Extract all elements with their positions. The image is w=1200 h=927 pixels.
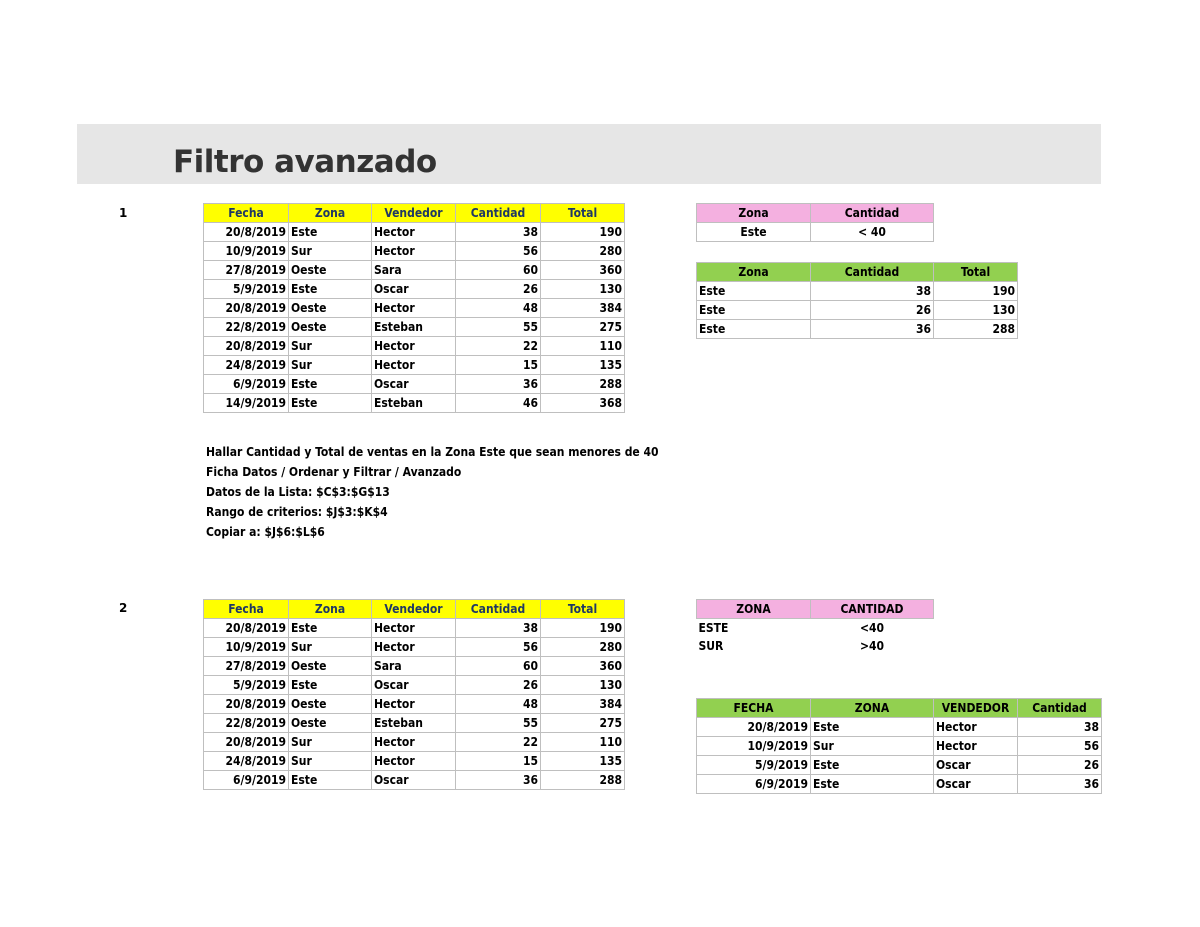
table-row: [204, 337, 625, 356]
table-cell: Hector: [934, 737, 1018, 756]
table-cell: 5/9/2019: [204, 676, 289, 695]
table-cell: Este: [289, 223, 372, 242]
table-cell: 6/9/2019: [204, 375, 289, 394]
section-number-2: 2: [119, 601, 128, 615]
table-row: [697, 282, 1018, 301]
table-cell: Este: [697, 301, 811, 320]
table-cell: 27/8/2019: [204, 657, 289, 676]
table-cell: 26: [811, 301, 934, 320]
table-cell: Este: [697, 223, 811, 242]
table-cell: Sara: [372, 657, 456, 676]
table-cell: Este: [289, 771, 372, 790]
table-cell: 190: [541, 223, 625, 242]
table-cell: 288: [934, 320, 1018, 339]
table-cell: Este: [811, 756, 934, 775]
table-cell: Oeste: [289, 318, 372, 337]
column-header: Fecha: [204, 204, 289, 223]
table-cell: Este: [697, 320, 811, 339]
column-header: Zona: [289, 600, 372, 619]
section2-result-table: [696, 698, 1102, 794]
table-row: [204, 242, 625, 261]
column-header: CANTIDAD: [811, 600, 934, 619]
table-cell: 60: [456, 261, 541, 280]
table-cell: Hector: [372, 619, 456, 638]
table-header-row: [697, 204, 934, 223]
column-header: Cantidad: [456, 204, 541, 223]
table-cell: 10/9/2019: [204, 242, 289, 261]
section1-criteria-table: [696, 203, 934, 242]
table-cell: 10/9/2019: [204, 638, 289, 657]
table-cell: Oeste: [289, 714, 372, 733]
table-header-row: [697, 263, 1018, 282]
table-cell: < 40: [811, 223, 934, 242]
table-cell: 20/8/2019: [697, 718, 811, 737]
column-header: ZONA: [697, 600, 811, 619]
table-cell: 5/9/2019: [204, 280, 289, 299]
section2-data-table: [203, 599, 625, 790]
table-cell: 190: [934, 282, 1018, 301]
table-cell: Hector: [372, 638, 456, 657]
table-cell: Esteban: [372, 714, 456, 733]
table-cell: 15: [456, 752, 541, 771]
table-cell: Sara: [372, 261, 456, 280]
table-cell: 275: [541, 318, 625, 337]
table-cell: ESTE: [698, 621, 729, 635]
table-cell: 60: [456, 657, 541, 676]
table-cell: >40: [859, 639, 885, 653]
table-cell: 36: [456, 375, 541, 394]
table-cell: 26: [456, 280, 541, 299]
note-line: Datos de la Lista: $C$3:$G$13: [206, 485, 390, 499]
table-cell: 360: [541, 261, 625, 280]
table-cell: Este: [811, 775, 934, 794]
table-cell: Hector: [372, 299, 456, 318]
table-row: [697, 320, 1018, 339]
table-cell: 190: [541, 619, 625, 638]
table-cell: Este: [289, 676, 372, 695]
table-cell: Sur: [289, 733, 372, 752]
table-cell: 36: [1018, 775, 1102, 794]
table-cell: Esteban: [372, 394, 456, 413]
table-cell: Oscar: [372, 375, 456, 394]
table-cell: Este: [811, 718, 934, 737]
table-header-row: [204, 204, 625, 223]
column-header: VENDEDOR: [934, 699, 1018, 718]
table-cell: 368: [541, 394, 625, 413]
table-cell: 280: [541, 242, 625, 261]
table-row: [204, 695, 625, 714]
column-header: ZONA: [811, 699, 934, 718]
table-row: [204, 280, 625, 299]
table-cell: 48: [456, 695, 541, 714]
table-cell: 14/9/2019: [204, 394, 289, 413]
table-row: [204, 375, 625, 394]
table-cell: 6/9/2019: [697, 775, 811, 794]
table-cell: Sur: [811, 737, 934, 756]
table-row: [204, 638, 625, 657]
table-cell: SUR: [698, 639, 724, 653]
table-cell: 24/8/2019: [204, 356, 289, 375]
table-cell: Hector: [372, 733, 456, 752]
table-cell: 27/8/2019: [204, 261, 289, 280]
table-cell: Hector: [934, 718, 1018, 737]
section2-criteria-table: [696, 599, 934, 655]
table-cell: 22/8/2019: [204, 318, 289, 337]
table-cell: 384: [541, 695, 625, 714]
table-header-row: [204, 600, 625, 619]
column-header: Cantidad: [811, 263, 934, 282]
table-row: [204, 771, 625, 790]
table-cell: Sur: [289, 752, 372, 771]
table-cell: 36: [456, 771, 541, 790]
note-line: Hallar Cantidad y Total de ventas en la Zona Este que sean menores de 40: [206, 445, 659, 459]
table-row: [697, 718, 1102, 737]
table-cell: Sur: [289, 242, 372, 261]
table-cell: Hector: [372, 223, 456, 242]
table-cell: 20/8/2019: [204, 733, 289, 752]
table-row: [204, 261, 625, 280]
table-cell: 275: [541, 714, 625, 733]
column-header: Total: [541, 204, 625, 223]
table-cell: 56: [456, 242, 541, 261]
table-row: [204, 752, 625, 771]
column-header: Zona: [697, 263, 811, 282]
table-cell: 22: [456, 733, 541, 752]
table-cell: 22/8/2019: [204, 714, 289, 733]
table-cell: 56: [456, 638, 541, 657]
table-cell: 6/9/2019: [204, 771, 289, 790]
table-cell: 48: [456, 299, 541, 318]
table-cell: Este: [289, 375, 372, 394]
table-cell: Este: [289, 280, 372, 299]
table-cell: 135: [541, 752, 625, 771]
table-cell: Sur: [289, 638, 372, 657]
table-cell: 20/8/2019: [204, 337, 289, 356]
table-cell: 110: [541, 733, 625, 752]
section1-result-table: [696, 262, 1018, 339]
column-header: Vendedor: [372, 204, 456, 223]
table-cell: 130: [541, 676, 625, 695]
table-cell: Hector: [372, 695, 456, 714]
table-cell: 22: [456, 337, 541, 356]
table-cell: Oeste: [289, 299, 372, 318]
column-header: Vendedor: [372, 600, 456, 619]
table-cell: 5/9/2019: [697, 756, 811, 775]
table-cell: 110: [541, 337, 625, 356]
table-cell: 24/8/2019: [204, 752, 289, 771]
table-row: [204, 299, 625, 318]
table-cell: 280: [541, 638, 625, 657]
table-cell: Oscar: [372, 676, 456, 695]
table-cell: 38: [456, 619, 541, 638]
table-cell: Oeste: [289, 657, 372, 676]
column-header: FECHA: [697, 699, 811, 718]
table-row: [204, 318, 625, 337]
column-header: Zona: [697, 204, 811, 223]
table-row: [204, 657, 625, 676]
table-cell: Hector: [372, 242, 456, 261]
table-header-row: [697, 600, 934, 619]
table-row: [697, 637, 934, 655]
table-cell: Este: [289, 394, 372, 413]
table-cell: Esteban: [372, 318, 456, 337]
note-line: Copiar a: $J$6:$L$6: [206, 525, 325, 539]
table-cell: Este: [697, 282, 811, 301]
table-row: [697, 737, 1102, 756]
table-cell: Hector: [372, 356, 456, 375]
column-header: Fecha: [204, 600, 289, 619]
column-header: Cantidad: [811, 204, 934, 223]
table-row: [204, 714, 625, 733]
table-cell: 130: [934, 301, 1018, 320]
table-cell: Sur: [289, 337, 372, 356]
instructions-notes: [206, 442, 659, 542]
table-cell: Oscar: [934, 756, 1018, 775]
table-cell: 46: [456, 394, 541, 413]
table-cell: 15: [456, 356, 541, 375]
table-row: [204, 733, 625, 752]
table-cell: 130: [541, 280, 625, 299]
table-cell: Oscar: [372, 280, 456, 299]
table-row: [204, 223, 625, 242]
table-cell: 135: [541, 356, 625, 375]
table-cell: 20/8/2019: [204, 695, 289, 714]
table-row: [697, 223, 934, 242]
table-cell: 55: [456, 714, 541, 733]
note-line: Rango de criterios: $J$3:$K$4: [206, 505, 388, 519]
table-cell: 26: [456, 676, 541, 695]
column-header: Cantidad: [1018, 699, 1102, 718]
table-cell: 360: [541, 657, 625, 676]
table-cell: 20/8/2019: [204, 299, 289, 318]
section1-data-table: [203, 203, 625, 413]
column-header: Total: [541, 600, 625, 619]
table-cell: 38: [1018, 718, 1102, 737]
table-cell: 20/8/2019: [204, 223, 289, 242]
table-cell: 288: [541, 771, 625, 790]
table-cell: Oeste: [289, 695, 372, 714]
table-cell: 38: [811, 282, 934, 301]
table-cell: 26: [1018, 756, 1102, 775]
table-cell: 384: [541, 299, 625, 318]
table-cell: Hector: [372, 752, 456, 771]
table-cell: 38: [456, 223, 541, 242]
table-cell: Hector: [372, 337, 456, 356]
table-row: [204, 676, 625, 695]
column-header: Zona: [289, 204, 372, 223]
table-row: [204, 356, 625, 375]
column-header: Total: [934, 263, 1018, 282]
table-cell: 288: [541, 375, 625, 394]
table-cell: 36: [811, 320, 934, 339]
table-header-row: [697, 699, 1102, 718]
table-cell: 10/9/2019: [697, 737, 811, 756]
table-cell: Este: [289, 619, 372, 638]
table-cell: Oeste: [289, 261, 372, 280]
table-row: [697, 756, 1102, 775]
table-cell: Oscar: [934, 775, 1018, 794]
table-row: [204, 394, 625, 413]
table-cell: Sur: [289, 356, 372, 375]
table-cell: 20/8/2019: [204, 619, 289, 638]
table-row: [697, 619, 934, 638]
table-cell: 56: [1018, 737, 1102, 756]
table-row: [204, 619, 625, 638]
table-cell: Oscar: [372, 771, 456, 790]
page-title: Filtro avanzado: [173, 144, 437, 180]
section-number-1: 1: [119, 206, 128, 220]
note-line: Ficha Datos / Ordenar y Filtrar / Avanzado: [206, 465, 462, 479]
table-cell: 55: [456, 318, 541, 337]
table-cell: <40: [859, 621, 885, 635]
table-row: [697, 775, 1102, 794]
table-row: [697, 301, 1018, 320]
column-header: Cantidad: [456, 600, 541, 619]
